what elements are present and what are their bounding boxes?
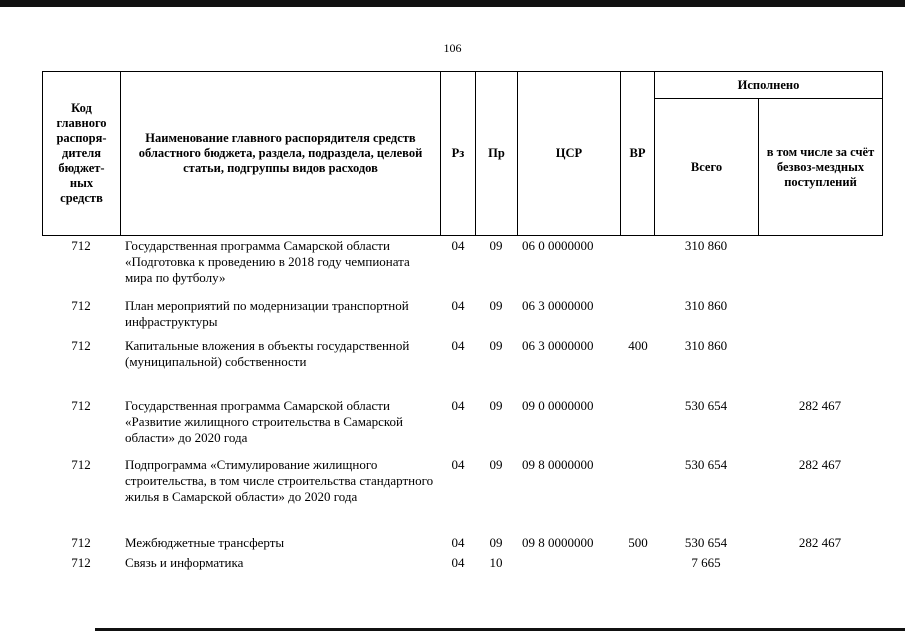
row-total: 310 860 — [684, 298, 728, 313]
row-pr: 09 — [489, 398, 503, 413]
row-name: Подпрограмма «Стимулирование жилищного строительства, в том числе строительства стандартного жилья в Самарской области» до 2020 года — [125, 457, 434, 504]
page-number: 106 — [443, 41, 462, 55]
header-name: Наименование главного распорядителя средств областного бюджета, раздела, подраздела, целевой статьи, подгруппы видов расходов — [121, 72, 441, 236]
row-name: План мероприятий по модернизации транспортной инфраструктуры — [125, 298, 409, 329]
row-name: Государственная программа Самарской области «Развитие жилищного строительства в Самарской области» до 2020 года — [125, 398, 403, 445]
row-name: Государственная программа Самарской области «Подготовка к проведению в 2018 году чемпионата мира по футболу» — [125, 238, 410, 285]
row-code: 712 — [71, 398, 91, 413]
row-rz: 04 — [451, 555, 465, 570]
header-rz: Рз — [441, 72, 476, 236]
row-total: 310 860 — [684, 338, 728, 353]
row-name: Межбюджетные трансферты — [125, 535, 285, 550]
row-csr: 06 3 0000000 — [522, 298, 594, 313]
row-name: Капитальные вложения в объекты государственной (муниципальной) собственности — [125, 338, 410, 369]
row-pr: 09 — [489, 238, 503, 253]
row-total: 530 654 — [684, 535, 728, 550]
row-csr: 09 0 0000000 — [522, 398, 594, 413]
top-border — [0, 0, 905, 7]
row-rz: 04 — [451, 535, 465, 550]
row-csr: 09 8 0000000 — [522, 535, 594, 550]
row-rz: 04 — [451, 457, 465, 472]
table-header — [42, 71, 883, 236]
row-pr: 09 — [489, 298, 503, 313]
row-rz: 04 — [451, 298, 465, 313]
header-csr: ЦСР — [518, 72, 621, 236]
row-code: 712 — [71, 535, 91, 550]
bottom-border — [95, 628, 905, 631]
row-total: 530 654 — [684, 398, 728, 413]
row-code: 712 — [71, 457, 91, 472]
row-rz: 04 — [451, 398, 465, 413]
header-incl-free: в том числе за счёт безвоз-мездных поступлений — [759, 99, 883, 236]
header-pr: Пр — [476, 72, 518, 236]
header-code: Код главного распоря-дителя бюджет-ных средств — [43, 72, 121, 236]
row-csr: 09 8 0000000 — [522, 457, 594, 472]
row-rz: 04 — [451, 338, 465, 353]
row-code: 712 — [71, 238, 91, 253]
row-vr: 400 — [628, 338, 648, 353]
row-total: 530 654 — [684, 457, 728, 472]
row-code: 712 — [71, 555, 91, 570]
header-executed: Исполнено — [655, 72, 883, 99]
row-name: Связь и информатика — [125, 555, 244, 570]
row-pr: 10 — [489, 555, 503, 570]
row-total: 7 665 — [691, 555, 721, 570]
row-free: 282 467 — [798, 457, 842, 472]
header-total: Всего — [655, 99, 759, 236]
row-csr: 06 0 0000000 — [522, 238, 594, 253]
row-total: 310 860 — [684, 238, 728, 253]
row-free: 282 467 — [798, 535, 842, 550]
row-pr: 09 — [489, 457, 503, 472]
row-pr: 09 — [489, 338, 503, 353]
row-free: 282 467 — [798, 398, 842, 413]
row-pr: 09 — [489, 535, 503, 550]
row-code: 712 — [71, 338, 91, 353]
header-vr: ВР — [621, 72, 655, 236]
row-vr: 500 — [628, 535, 648, 550]
row-code: 712 — [71, 298, 91, 313]
row-csr: 06 3 0000000 — [522, 338, 594, 353]
row-rz: 04 — [451, 238, 465, 253]
